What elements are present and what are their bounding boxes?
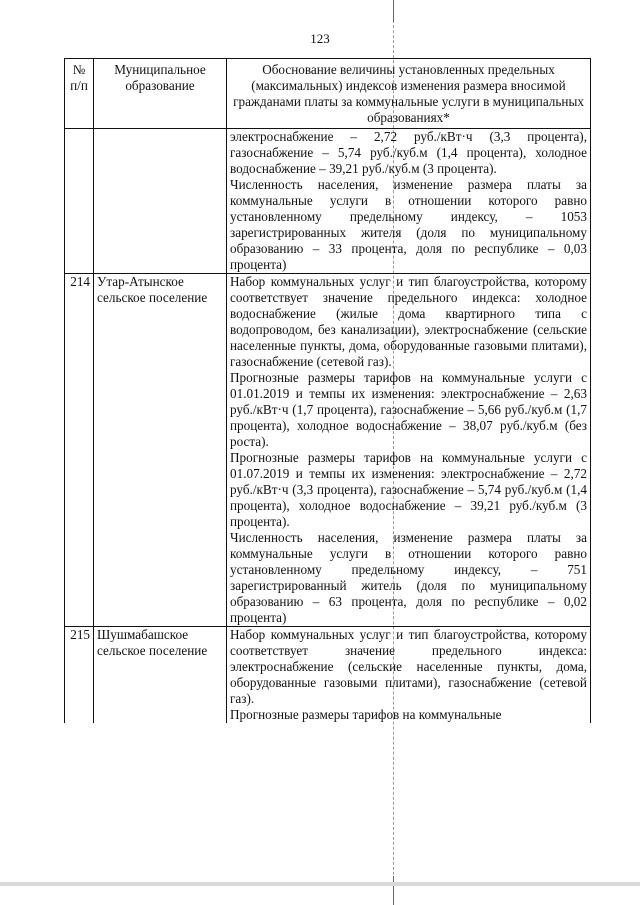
row-municipality: Шушмабашское сельское поселение <box>94 627 227 724</box>
row-justification <box>227 129 591 274</box>
scan-fold-tick-top <box>393 0 394 22</box>
scan-bottom-edge <box>0 882 640 886</box>
justification-paragraph: Численность населения, изменение размера платы за коммунальные услуги в отношении которого равно установленному предельному индексу, – 751 зарегистрированный житель (доля по муниципальному образованию – 63 процента, доля по республике – 0,02 процента) <box>230 530 587 625</box>
justification-paragraph: электроснабжение – 2,72 руб./кВт·ч (3,3 процента), газоснабжение – 5,74 руб./куб.м (1,4 процента), холодное водоснабжение – 39,21 руб./куб.м (3 процента). <box>230 129 587 176</box>
header-municipality: Муниципальное образование <box>94 59 227 129</box>
justification-paragraph: Прогнозные размеры тарифов на коммунальные услуги с 01.01.2019 и темпы их изменения: электроснабжение – 2,63 руб./кВт·ч (1,7 процента), газоснабжение – 5,66 руб./куб.м (1,7 процента), холодное водоснабжение – 38,07 руб./куб.м (без роста). <box>230 370 587 449</box>
table-row <box>65 129 591 274</box>
table-header-row <box>65 59 591 129</box>
justification-paragraph: Прогнозные размеры тарифов на коммунальные <box>230 707 502 722</box>
justification-paragraph: Набор коммунальных услуг и тип благоустройства, которому соответствует значение предельного индекса: холодное водоснабжение (жилые дома квартирного типа с водопроводом, без канализации), электроснабжение (сельские населенные пункты, дома, оборудованные газовыми плитами), газоснабжение (сетевой газ). <box>230 274 587 369</box>
table-row <box>65 274 591 627</box>
scan-fold-tick-bottom <box>393 876 394 905</box>
justification-paragraph: Прогнозные размеры тарифов на коммунальные услуги с 01.07.2019 и темпы их изменения: электроснабжение – 2,72 руб./кВт·ч (3,3 процента), газоснабжение – 5,74 руб./куб.м (1,4 процента), холодное водоснабжение – 39,21 руб./куб.м (3 процента). <box>230 450 587 529</box>
justification-paragraph: Набор коммунальных услуг и тип благоустройства, которому соответствует значение предельного индекса: электроснабжение (сельские населенные пункты, дома, оборудованные газовыми плитами), газоснабжение (сетевой газ). <box>230 627 587 706</box>
tariff-justification-table <box>64 58 591 723</box>
row-justification <box>227 627 591 724</box>
row-justification <box>227 274 591 627</box>
row-municipality <box>94 129 227 274</box>
header-num: № п/п <box>65 59 94 129</box>
header-justification: Обоснование величины установленных предельных (максимальных) индексов изменения размера вносимой гражданами платы за коммунальные услуги в муниципальных образованиях* <box>227 59 591 129</box>
row-number: 214 <box>65 274 94 627</box>
row-number <box>65 129 94 274</box>
justification-paragraph: Численность населения, изменение размера платы за коммунальные услуги в отношении которого равно установленному предельному индексу, – 1053 зарегистрированных жителя (доля по муниципальному образованию – 33 процента, доля по республике – 0,03 процента) <box>230 177 587 272</box>
row-municipality: Утар-Атынское сельское поселение <box>94 274 227 627</box>
page-number: 123 <box>310 31 330 46</box>
table-row <box>65 627 591 724</box>
row-number: 215 <box>65 627 94 724</box>
